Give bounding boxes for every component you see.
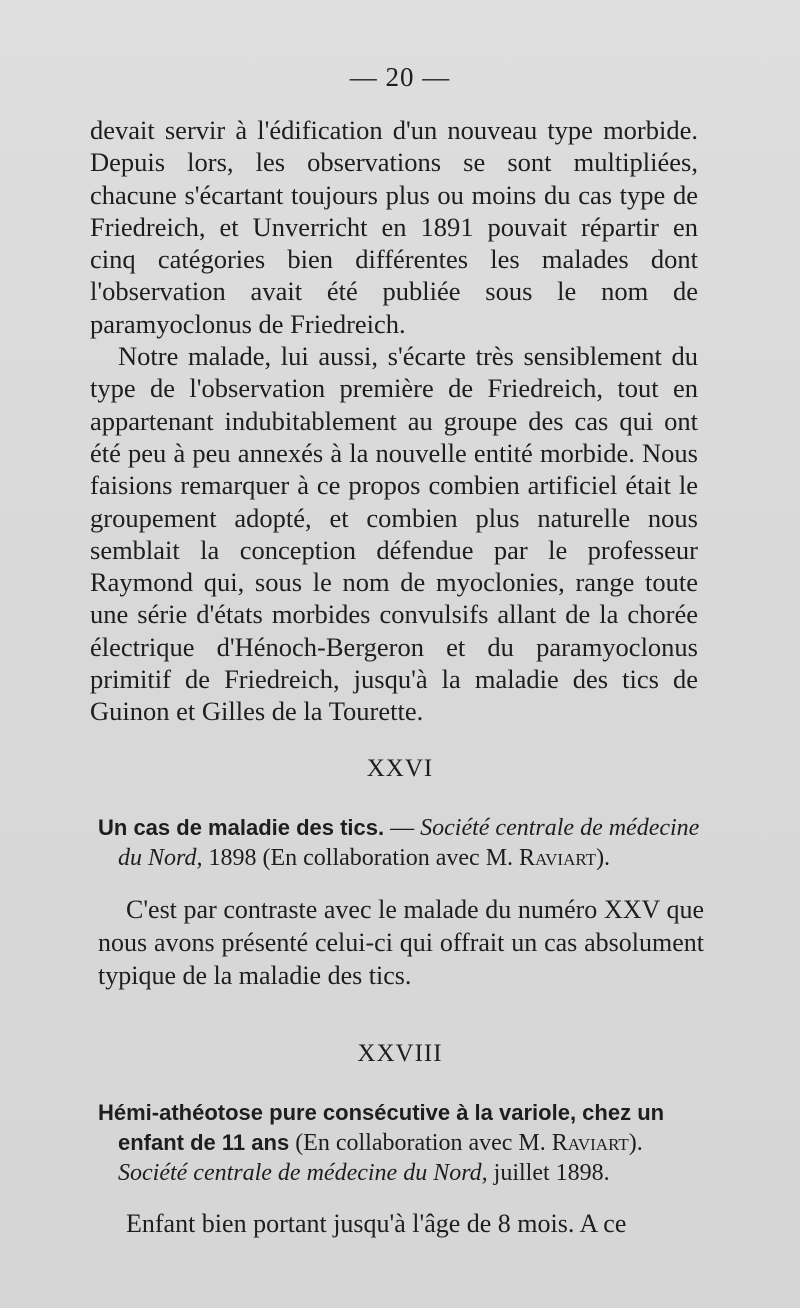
section-heading-xxvi: XXVI [366,755,434,782]
entry-xxvi-dash: — [384,815,421,841]
paragraph-1: devait servir à l'édification d'un nouveau type morbide. Depuis lors, les observations se sont multipliées, chacune s'écartant toujours plus ou moins du cas type de Friedreich, et Unverricht en 1891 pouvait répartir en cinq catégories bien différentes les malades dont l'observation avait été publiée sous le nom de paramyoclonus de Friedreich. [90,115,698,339]
entry-xxviii-citation [98,1098,710,1188]
entry-xxviii-body [98,1207,710,1240]
body-text-top [90,114,698,728]
entry-xxvi-collaborator: Raviart [519,845,597,871]
section-heading-xxviii: XXVIII [357,1040,443,1067]
entry-xxvi-year: 1898 (En collaboration avec M. [202,845,520,871]
entry-xxviii [98,1098,710,1188]
entry-xxviii-collab-prefix: (En collaboration avec M. [289,1130,552,1156]
entry-xxvi-close: ). [596,845,611,871]
entry-xxviii-source: Société centrale de médecine du Nord, [118,1160,488,1186]
entry-xxviii-collaborator: Raviart [551,1130,629,1156]
entry-xxvi-body [98,893,704,992]
entry-xxvi-title: Un cas de maladie des tics. [98,815,385,840]
entry-xxviii-date: juillet 1898. [487,1160,610,1186]
entry-xxviii-collab-close: ). [628,1130,643,1156]
entry-xxvi [98,813,710,873]
paragraph-2: Notre malade, lui aussi, s'écarte très sensiblement du type de l'observation première de Friedreich, tout en appartenant indubitablement au groupe des cas qui ont été peu à peu annexés à la nouvelle entité morbide. Nous faisions remarquer à ce propos combien artificiel était le groupement adopté, et combien plus naturelle nous semblait la conception défendue par le professeur Raymond qui, sous le nom de myoclonies, range toute une série d'états morbides convulsifs allant de la chorée électrique d'Hénoch-Bergeron et du paramyoclonus primitif de Friedreich, jusqu'à la maladie des tics de Guinon et Gilles de la Tourette. [90,341,698,727]
entry-xxviii-title: Hémi-athéotose pure consécutive à la variole, chez un enfant de 11 ans [98,1100,665,1155]
page-number: — 20 — [349,62,451,92]
entry-xxvi-paragraph: C'est par contraste avec le malade du numéro XXV que nous avons présenté celui-ci qui offrait un cas absolument typique de la maladie des tics. [98,895,704,990]
entry-xxvi-citation [98,813,710,873]
entry-xxviii-paragraph: Enfant bien portant jusqu'à l'âge de 8 mois. A ce [126,1209,627,1238]
entry-xxvi-source: Société centrale de médecine du Nord, [118,815,700,871]
